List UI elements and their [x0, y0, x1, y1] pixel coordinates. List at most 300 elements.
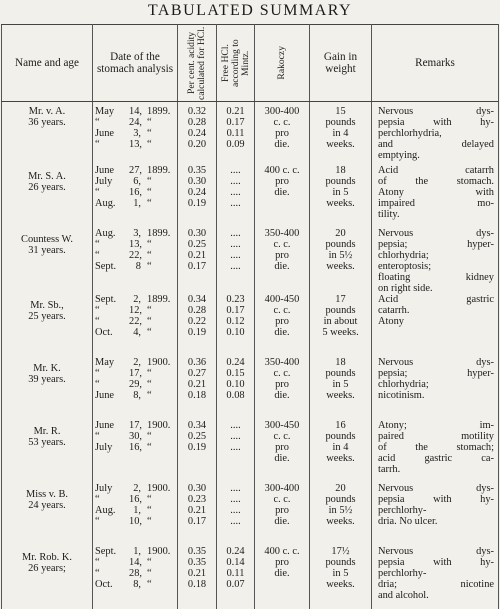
acidity-value: 0.21: [187, 504, 207, 516]
date-year: “: [147, 493, 152, 505]
date-year: “: [147, 578, 152, 590]
gain-line: pounds: [325, 493, 356, 505]
gain-line: weeks.: [326, 389, 355, 401]
gain-line: 16: [335, 419, 346, 431]
gain-line: pounds: [325, 367, 356, 379]
rakoczy-line: pro: [275, 441, 289, 453]
cell-rakoczy: [255, 546, 310, 609]
date-month: Aug.: [95, 197, 116, 209]
cell-acidity: [178, 546, 217, 609]
date-month: “: [95, 430, 100, 442]
remarks-line: pepsia; hyper-: [378, 367, 494, 379]
remarks-line: pepsia with hy-: [378, 556, 494, 568]
rakoczy-line: 350-400: [264, 356, 300, 368]
acidity-value: 0.17: [187, 515, 207, 527]
rakoczy-line: pro: [275, 315, 289, 327]
date-year: “: [147, 389, 152, 401]
acidity-value: 0.21: [187, 249, 207, 261]
cell-name-age: [2, 420, 93, 483]
remarks-line: and delayed: [378, 139, 494, 150]
cell-remarks: [372, 357, 499, 420]
date-line: [95, 228, 175, 239]
remarks-line: of the stomach;: [378, 441, 494, 453]
patient-age: 25 years.: [28, 310, 66, 322]
date-month: “: [95, 567, 100, 579]
date-day: 29,: [129, 378, 142, 390]
rakoczy-line: 300-450: [264, 419, 300, 431]
rakoczy-line: c. c.: [273, 117, 291, 128]
rakoczy-line: 400 c. c.: [264, 545, 300, 557]
date-line: [95, 579, 175, 590]
date-line: [95, 316, 175, 327]
remarks-line: catarrh.: [378, 304, 410, 316]
date-day: 10,: [129, 515, 142, 527]
gain-line: 15: [335, 106, 346, 117]
gain-line: 5 weeks.: [322, 326, 359, 338]
date-month: “: [95, 378, 100, 390]
cell-name-age: [2, 546, 93, 609]
date-month: July: [95, 441, 113, 453]
patient-age: 26 years;: [28, 562, 66, 574]
cell-name-age: [2, 165, 93, 228]
gain-line: weeks.: [326, 197, 355, 209]
cell-name-age: [2, 483, 93, 546]
date-day: 1,: [133, 545, 141, 557]
header-gain: Gain in weight: [310, 25, 372, 102]
date-year: “: [147, 139, 152, 150]
date-day: 22,: [129, 249, 142, 261]
rakoczy-line: die.: [274, 567, 290, 579]
date-day: 13,: [129, 238, 142, 250]
cell-acidity: [178, 294, 217, 357]
cell-name-age: [2, 102, 93, 165]
acidity-value: 0.32: [187, 106, 207, 117]
gain-line: pounds: [325, 430, 356, 442]
patient-age: 53 years.: [28, 436, 66, 448]
gain-line: pounds: [325, 175, 356, 187]
date-day: 16,: [129, 493, 142, 505]
date-year: “: [147, 117, 152, 128]
cell-name-age: [2, 357, 93, 420]
remarks-line: dria. No ulcer.: [378, 515, 438, 527]
cell-acidity: [178, 228, 217, 294]
cell-rakoczy: [255, 483, 310, 546]
date-line: [95, 357, 175, 368]
cell-dates: [93, 228, 178, 294]
cell-dates: [93, 483, 178, 546]
remarks-line: enteroptosis;: [378, 260, 432, 272]
date-month: “: [95, 315, 100, 327]
acidity-value: 0.24: [187, 128, 207, 139]
cell-remarks: [372, 483, 499, 546]
acidity-value: 0.19: [187, 326, 207, 338]
rakoczy-line: 300-400: [264, 106, 300, 117]
gain-line: in 5: [332, 567, 349, 579]
date-year: 1899.: [147, 164, 171, 176]
date-month: “: [95, 117, 100, 128]
date-day: 13,: [129, 139, 142, 150]
free-hcl-value: 0.08: [226, 389, 245, 401]
patient-name: Mr. S. A.: [28, 170, 66, 182]
cell-rakoczy: [255, 420, 310, 483]
cell-remarks: [372, 546, 499, 609]
free-hcl-value: ....: [230, 482, 241, 494]
date-year: “: [147, 186, 152, 198]
date-month: Aug.: [95, 227, 116, 239]
table-row: [2, 546, 499, 609]
gain-line: in 5½: [328, 504, 353, 516]
free-hcl-value: 0.11: [226, 128, 245, 139]
date-day: 16,: [129, 441, 142, 453]
gain-line: 17½: [331, 545, 350, 557]
free-hcl-value: ....: [230, 260, 241, 272]
date-month: July: [95, 482, 113, 494]
table-row: [2, 294, 499, 357]
header-row: [2, 25, 499, 102]
date-line: [95, 261, 175, 272]
free-hcl-value: 0.17: [226, 117, 245, 128]
cell-dates: [93, 546, 178, 609]
remarks-line: Acid catarrh: [378, 164, 494, 176]
acidity-value: 0.30: [187, 227, 207, 239]
date-day: 1,: [133, 197, 141, 209]
date-month: “: [95, 238, 100, 250]
date-day: 24,: [129, 117, 142, 128]
date-year: “: [147, 304, 152, 316]
cell-rakoczy: [255, 294, 310, 357]
cell-remarks: [372, 102, 499, 165]
cell-remarks: [372, 294, 499, 357]
date-year: “: [147, 378, 152, 390]
date-year: “: [147, 260, 152, 272]
free-hcl-value: 0.10: [226, 326, 245, 338]
remarks-line: perchlorhydria,: [378, 128, 442, 139]
free-hcl-value: 0.09: [226, 139, 245, 150]
date-day: 4,: [133, 326, 141, 338]
rakoczy-line: 350-400: [264, 227, 300, 239]
remarks-line: chlorhydria;: [378, 249, 429, 261]
rakoczy-line: die.: [274, 260, 290, 272]
remarks-line: Atony: [378, 315, 404, 327]
date-month: June: [95, 128, 115, 139]
date-month: May: [95, 356, 115, 368]
patient-age: 24 years.: [28, 499, 66, 511]
cell-name-age: [2, 294, 93, 357]
acidity-value: 0.35: [187, 164, 207, 176]
date-line: [95, 546, 175, 557]
date-year: 1899.: [147, 227, 171, 239]
date-line: [95, 305, 175, 316]
remarks-line: perchlorhy-: [378, 504, 427, 516]
cell-remarks: [372, 228, 499, 294]
acidity-value: 0.35: [187, 545, 207, 557]
acidity-value: 0.25: [187, 238, 207, 250]
date-month: “: [95, 249, 100, 261]
date-day: 2,: [133, 356, 141, 368]
patient-name: Mr. Sb.,: [30, 299, 64, 311]
acidity-value: 0.21: [187, 378, 207, 390]
date-day: 17,: [129, 419, 142, 431]
remarks-line: pepsia with hy-: [378, 493, 494, 505]
acidity-value: 0.20: [187, 139, 207, 150]
date-line: [95, 327, 175, 338]
gain-line: pounds: [325, 304, 356, 316]
date-year: “: [147, 128, 152, 139]
date-line: [95, 483, 175, 494]
rakoczy-line: die.: [274, 139, 290, 150]
date-month: Sept.: [95, 260, 117, 272]
date-line: [95, 250, 175, 261]
date-year: 1899.: [147, 293, 171, 305]
cell-remarks: [372, 420, 499, 483]
date-year: 1900.: [147, 419, 171, 431]
acidity-value: 0.28: [187, 304, 207, 316]
remarks-line: Nervous dys-: [378, 227, 494, 239]
remarks-line: Nervous dys-: [378, 482, 494, 494]
gain-line: weeks.: [326, 452, 355, 464]
cell-free-hcl: [217, 102, 255, 165]
free-hcl-value: ....: [230, 186, 241, 198]
acidity-value: 0.36: [187, 356, 207, 368]
date-line: [95, 494, 175, 505]
acidity-value: 0.18: [187, 578, 207, 590]
acidity-value: 0.27: [187, 367, 207, 379]
cell-gain: [310, 228, 372, 294]
cell-remarks: [372, 165, 499, 228]
date-day: 27,: [129, 164, 142, 176]
cell-free-hcl: [217, 294, 255, 357]
table-row: [2, 228, 499, 294]
acidity-value: 0.22: [187, 315, 207, 327]
rakoczy-line: 300-400: [264, 482, 300, 494]
date-day: 16,: [129, 186, 142, 198]
date-day: 6,: [133, 175, 141, 187]
rakoczy-line: die.: [274, 186, 290, 198]
remarks-line: Atony; im-: [378, 419, 494, 431]
date-month: “: [95, 186, 100, 198]
date-month: Oct.: [95, 578, 113, 590]
header-free-hcl: Free HCl. according to Mintz.: [217, 25, 255, 102]
date-day: 3,: [133, 227, 141, 239]
remarks-line: tility.: [378, 208, 400, 220]
remarks-line: Nervous dys-: [378, 356, 494, 368]
date-year: “: [147, 315, 152, 327]
cell-rakoczy: [255, 357, 310, 420]
free-hcl-value: 0.17: [226, 304, 245, 316]
gain-line: in 5½: [328, 249, 353, 261]
date-line: [95, 239, 175, 250]
cell-acidity: [178, 483, 217, 546]
date-year: 1900.: [147, 545, 171, 557]
acidity-value: 0.19: [187, 197, 207, 209]
cell-gain: [310, 546, 372, 609]
free-hcl-value: 0.21: [226, 106, 245, 117]
patient-age: 36 years.: [28, 117, 66, 128]
acidity-value: 0.28: [187, 117, 207, 128]
free-hcl-value: ....: [230, 227, 241, 239]
date-line: [95, 165, 175, 176]
rakoczy-line: die.: [274, 389, 290, 401]
date-line: [95, 379, 175, 390]
remarks-line: Nervous dys-: [378, 106, 494, 117]
date-year: “: [147, 175, 152, 187]
rakoczy-line: pro: [275, 504, 289, 516]
rakoczy-line: pro: [275, 128, 289, 139]
free-hcl-value: ....: [230, 164, 241, 176]
patient-name: Mr. v. A.: [28, 106, 66, 117]
gain-line: in 5: [332, 186, 349, 198]
free-hcl-value: ....: [230, 249, 241, 261]
rakoczy-line: pro: [275, 556, 289, 568]
free-hcl-value: 0.10: [226, 378, 245, 390]
remarks-line: pepsia; hyper-: [378, 238, 494, 250]
rakoczy-line: pro: [275, 249, 289, 261]
gain-line: weeks.: [326, 260, 355, 272]
remarks-line: acid gastric ca-: [378, 452, 494, 464]
rakoczy-line: c. c.: [273, 367, 291, 379]
date-line: [95, 505, 175, 516]
date-month: “: [95, 556, 100, 568]
remarks-line: on right side.: [378, 282, 433, 294]
remarks-line: emptying.: [378, 150, 420, 161]
cell-gain: [310, 357, 372, 420]
date-line: [95, 106, 175, 117]
remarks-line: Nervous dys-: [378, 545, 494, 557]
date-day: 3,: [133, 128, 141, 139]
date-month: Aug.: [95, 504, 116, 516]
date-day: 14,: [129, 556, 142, 568]
remarks-line: impaired mo-: [378, 197, 494, 209]
cell-gain: [310, 420, 372, 483]
acidity-value: 0.35: [187, 556, 207, 568]
cell-gain: [310, 102, 372, 165]
gain-line: in 4: [332, 128, 349, 139]
free-hcl-value: ....: [230, 430, 241, 442]
gain-line: in 4: [332, 441, 349, 453]
table-body: [2, 102, 499, 609]
date-day: 2,: [133, 482, 141, 494]
gain-line: 20: [335, 482, 346, 494]
date-year: “: [147, 556, 152, 568]
cell-acidity: [178, 357, 217, 420]
rakoczy-line: die.: [274, 515, 290, 527]
cell-dates: [93, 294, 178, 357]
date-line: [95, 294, 175, 305]
header-name-age: Name and age: [2, 25, 93, 102]
acidity-value: 0.25: [187, 430, 207, 442]
table-row: [2, 102, 499, 165]
patient-age: 31 years.: [28, 244, 66, 256]
date-year: “: [147, 567, 152, 579]
rakoczy-line: 400 c. c.: [264, 164, 300, 176]
free-hcl-value: ....: [230, 197, 241, 209]
date-year: 1899.: [147, 106, 171, 117]
free-hcl-value: 0.14: [226, 556, 245, 568]
acidity-value: 0.17: [187, 260, 207, 272]
patient-name: Mr. K.: [33, 362, 61, 374]
header-acidity: Per cent. acidity calculated for HCl.: [178, 25, 217, 102]
cell-rakoczy: [255, 102, 310, 165]
date-line: [95, 128, 175, 139]
free-hcl-value: 0.23: [226, 293, 245, 305]
date-year: “: [147, 441, 152, 453]
cell-gain: [310, 294, 372, 357]
date-month: Sept.: [95, 293, 117, 305]
remarks-line: paired motility: [378, 430, 494, 442]
cell-dates: [93, 165, 178, 228]
date-day: 30,: [129, 430, 142, 442]
gain-line: in about: [323, 315, 358, 327]
acidity-value: 0.23: [187, 493, 207, 505]
date-year: “: [147, 515, 152, 527]
remarks-line: nicotinism.: [378, 389, 425, 401]
date-line: [95, 198, 175, 209]
cell-acidity: [178, 102, 217, 165]
date-line: [95, 368, 175, 379]
patient-age: 39 years.: [28, 373, 66, 385]
date-line: [95, 442, 175, 453]
date-month: “: [95, 515, 100, 527]
patient-name: Mr. Rob. K.: [22, 551, 72, 563]
header-rakoczy: Rakoczy: [255, 25, 310, 102]
cell-gain: [310, 165, 372, 228]
cell-acidity: [178, 420, 217, 483]
patient-age: 26 years.: [28, 181, 66, 193]
acidity-value: 0.30: [187, 482, 207, 494]
table-row: [2, 483, 499, 546]
cell-gain: [310, 483, 372, 546]
remarks-line: of the stomach.: [378, 175, 494, 187]
cell-rakoczy: [255, 228, 310, 294]
date-day: 14,: [129, 106, 142, 117]
date-year: 1900.: [147, 356, 171, 368]
date-day: 8: [135, 260, 141, 272]
rakoczy-line: die.: [274, 326, 290, 338]
date-line: [95, 187, 175, 198]
date-month: “: [95, 493, 100, 505]
cell-free-hcl: [217, 165, 255, 228]
date-line: [95, 420, 175, 431]
patient-name: Miss v. B.: [25, 488, 69, 500]
header-remarks: Remarks: [372, 25, 499, 102]
date-line: [95, 431, 175, 442]
rakoczy-line: c. c.: [273, 430, 291, 442]
date-line: [95, 557, 175, 568]
gain-line: 17: [335, 293, 346, 305]
rakoczy-line: c. c.: [273, 304, 291, 316]
free-hcl-value: 0.24: [226, 356, 245, 368]
date-year: “: [147, 430, 152, 442]
date-line: [95, 176, 175, 187]
date-month: July: [95, 175, 113, 187]
free-hcl-value: ....: [230, 238, 241, 250]
free-hcl-value: 0.11: [226, 567, 245, 579]
free-hcl-value: ....: [230, 504, 241, 516]
gain-line: 18: [335, 164, 346, 176]
date-month: “: [95, 367, 100, 379]
acidity-value: 0.19: [187, 441, 207, 453]
date-day: 2,: [133, 293, 141, 305]
date-line: [95, 568, 175, 579]
acidity-value: 0.30: [187, 175, 207, 187]
table-row: [2, 357, 499, 420]
rakoczy-line: 400-450: [264, 293, 300, 305]
gain-line: in 5: [332, 378, 349, 390]
cell-dates: [93, 357, 178, 420]
date-line: [95, 117, 175, 128]
gain-line: weeks.: [326, 139, 355, 150]
rakoczy-line: c. c.: [273, 238, 291, 250]
